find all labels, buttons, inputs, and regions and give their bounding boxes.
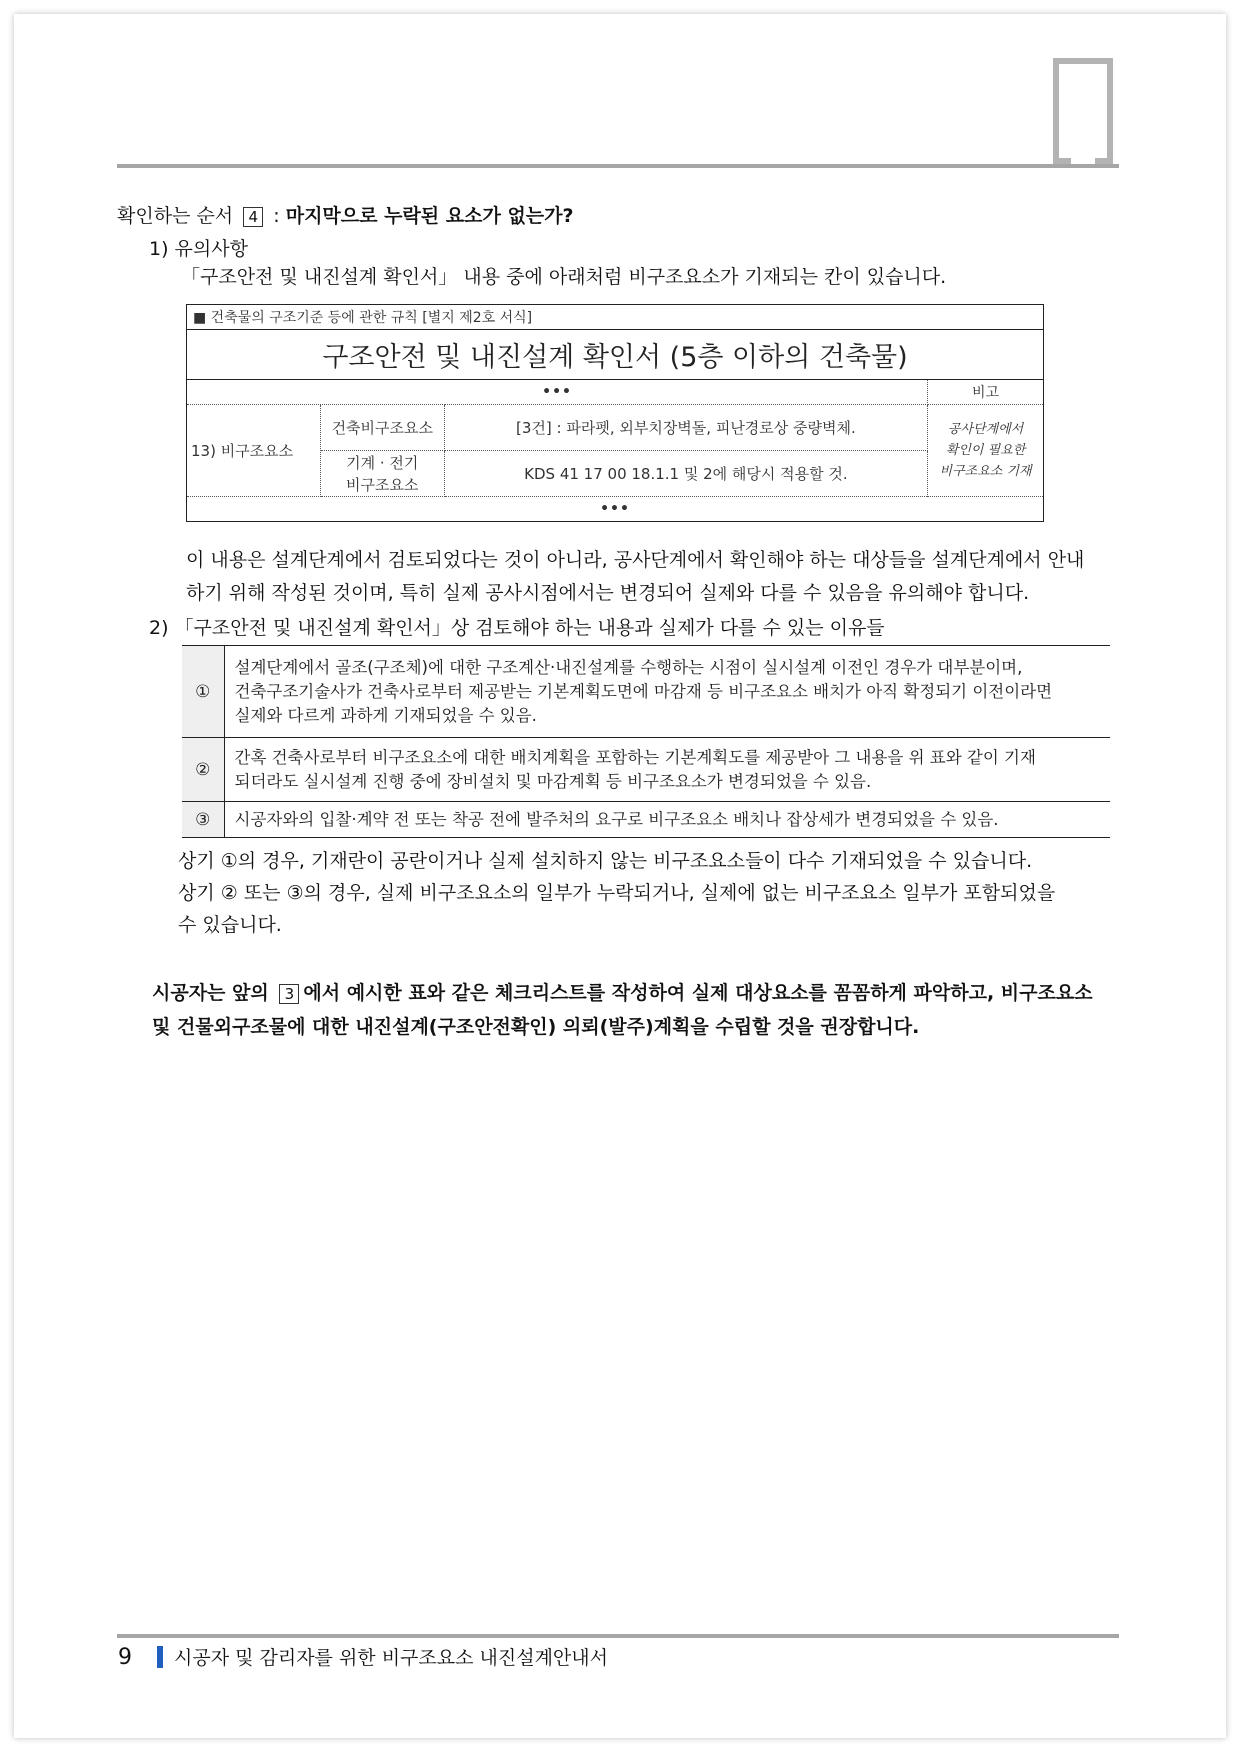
- reason-line: 시공자와의 입찰·계약 전 또는 착공 전에 발주처의 요구로 비구조요소 배치나 잡상세가 변경되었을 수 있음.: [234, 809, 999, 829]
- step-heading: [117, 203, 574, 229]
- reason-line: 설계단계에서 골조(구조체)에 대한 구조계산·내진설계를 수행하는 시점이 실시설계 이전인 경우가 대부분이며,: [234, 657, 1023, 677]
- form-category: 13) 비구조요소: [187, 405, 321, 497]
- heading-colon: :: [273, 205, 280, 227]
- recommendation-line: [152, 976, 1093, 1010]
- table-row: [182, 802, 1110, 838]
- form-remark: [928, 405, 1044, 497]
- page-number: 9: [118, 1645, 132, 1670]
- section2-title: 2) 「구조안전 및 내진설계 확인서」상 검토해야 하는 내용과 실제가 다를 수 있는 이유들: [149, 617, 885, 639]
- step-number-box: 3: [279, 984, 299, 1004]
- reason-line: 실제와 다르게 과하게 기재되었을 수 있음.: [234, 705, 537, 725]
- reason-text: [224, 646, 1110, 738]
- section1-title: 1) 유의사항: [149, 238, 248, 260]
- form-caption: ■ 건축물의 구조기준 등에 관한 규칙 [별지 제2호 서식]: [187, 305, 1044, 330]
- section1-note: 「구조안전 및 내진설계 확인서」 내용 중에 아래처럼 비구조요소가 기재되는 칸이 있습니다.: [181, 266, 947, 288]
- corner-bracket-mark: [1053, 58, 1113, 158]
- para1-line: 이 내용은 설계단계에서 검토되었다는 것이 아니라, 공사단계에서 확인해야 하는 대상들을 설계단계에서 안내: [186, 549, 1085, 571]
- recommendation-text: 시공자는 앞의: [152, 982, 269, 1004]
- recommendation-text: 에서 예시한 표와 같은 체크리스트를 작성하여 실제 대상요소를 꼼꼼하게 파악하고, 비구조요소: [303, 982, 1093, 1004]
- form-row1-value: [3건] : 파라펫, 외부치장벽돌, 피난경로상 중량벽체.: [444, 405, 927, 451]
- reason-number: ①: [182, 646, 224, 738]
- form-ellipsis-bottom: •••: [187, 497, 1044, 522]
- form-row1-label: 건축비구조요소: [320, 405, 444, 451]
- after-line: 상기 ①의 경우, 기재란이 공란이거나 실제 설치하지 않는 비구조요소들이 다수 기재되었을 수 있습니다.: [178, 850, 1033, 872]
- footer-title: 시공자 및 감리자를 위한 비구조요소 내진설계안내서: [174, 1647, 608, 1669]
- heading-prefix: 확인하는 순서: [117, 205, 234, 227]
- reason-line: 되더라도 실시설계 진행 중에 장비설치 및 마감계획 등 비구조요소가 변경되었을 수 있음.: [234, 771, 872, 791]
- heading-question: 마지막으로 누락된 요소가 없는가?: [285, 205, 574, 227]
- reasons-table: [182, 645, 1110, 838]
- remark-line: 공사단계에서: [947, 422, 1024, 437]
- form-row2-value: KDS 41 17 00 18.1.1 및 2에 해당시 적용할 것.: [444, 451, 927, 497]
- form-row2-label: [320, 451, 444, 497]
- table-row: [182, 738, 1110, 802]
- reason-text: [224, 738, 1110, 802]
- reason-number: ③: [182, 802, 224, 838]
- header-rule: [117, 164, 1119, 168]
- recommendation-line: 및 건물외구조물에 대한 내진설계(구조안전확인) 의뢰(발주)계획을 수립할 것을 권장합니다.: [152, 1016, 920, 1038]
- form-ellipsis-top: •••: [187, 380, 928, 405]
- para1-line: 하기 위해 작성된 것이며, 특히 실제 공사시점에서는 변경되어 실제와 다를 수 있음을 유의해야 합니다.: [186, 582, 1030, 604]
- reason-line: 건축구조기술사가 건축사로부터 제공받는 기본계획도면에 마감재 등 비구조요소 배치가 아직 확정되기 이전이라면: [234, 681, 1053, 701]
- remark-line: 비구조요소 기재: [939, 464, 1032, 479]
- form-remark-header: 비고: [928, 380, 1044, 405]
- row2-label-line: 비구조요소: [346, 475, 419, 494]
- footer-rule: [117, 1634, 1119, 1638]
- reason-text: [224, 802, 1110, 838]
- form-title: 구조안전 및 내진설계 확인서 (5층 이하의 건축물): [187, 330, 1044, 380]
- step-number-box: 4: [243, 207, 263, 227]
- reason-number: ②: [182, 738, 224, 802]
- after-line: 상기 ② 또는 ③의 경우, 실제 비구조요소의 일부가 누락되거나, 실제에 없는 비구조요소 일부가 포함되었을: [178, 882, 1056, 904]
- reason-line: 간혹 건축사로부터 비구조요소에 대한 배치계획을 포함하는 기본계획도를 제공받아 그 내용을 위 표와 같이 기재: [234, 747, 1036, 767]
- table-row: [182, 646, 1110, 738]
- after-line: 수 있습니다.: [178, 914, 282, 936]
- remark-line: 확인이 필요한: [945, 443, 1026, 458]
- confirmation-form-excerpt: [186, 304, 1044, 522]
- footer-accent-bar: [157, 1646, 163, 1668]
- row2-label-line: 기계 · 전기: [346, 453, 419, 472]
